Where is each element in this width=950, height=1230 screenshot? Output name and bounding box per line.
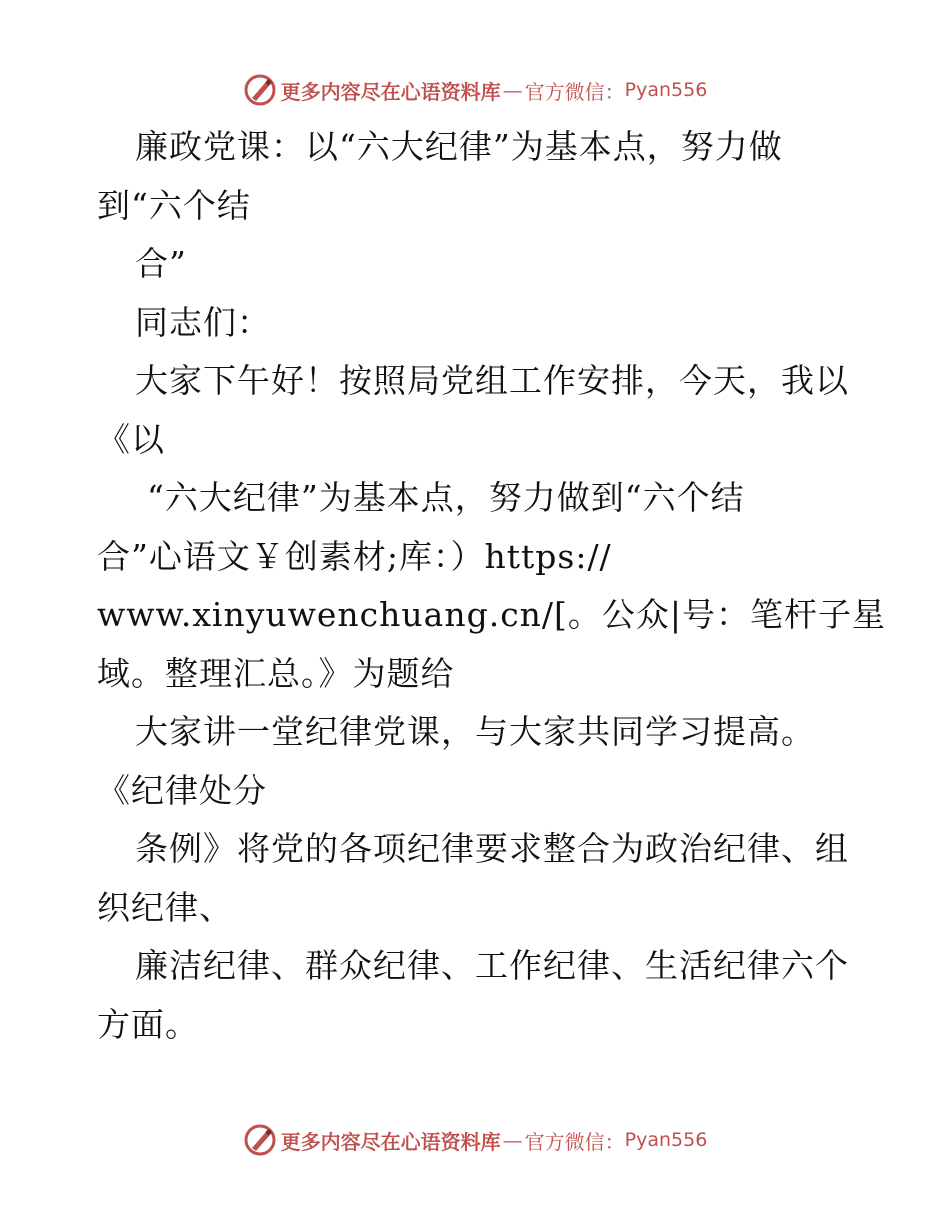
doc-line: “六大纪律”为基本点，努力做到“六个结 [147,478,745,517]
doc-line: 同志们： [135,302,271,342]
header-watermark [0,70,950,110]
doc-line: 合”心语文￥创素材;库：）https:// [97,536,612,576]
document-body [97,118,887,1054]
footer-watermark [0,1120,950,1160]
doc-line: 合” [135,244,187,283]
watermark-label: 官方微信： [524,79,625,104]
doc-line: 织纪律、 [97,887,233,927]
doc-line: 大家下午好！按照局党组工作安排，今天，我以 [135,361,849,400]
doc-line: 廉政党课：以“六大纪律”为基本点，努力做 [135,127,783,166]
doc-line: 域。整理汇总。》为题给 [97,653,455,693]
watermark-wechat-id: Pyan556 [624,79,708,101]
doc-line: 《以 [97,419,165,459]
doc-line: 廉洁纪律、群众纪律、工作纪律、生活纪律六个 [135,946,849,985]
watermark-dash: — [502,78,523,102]
doc-line: 到“六个结 [97,185,251,225]
watermark-label: 官方微信： [524,1129,625,1154]
watermark-wechat-id: Pyan556 [624,1129,708,1151]
doc-line: 大家讲一堂纪律党课，与大家共同学习提高。 [135,712,815,751]
doc-line: 条例》将党的各项纪律要求整合为政治纪律、组 [135,829,849,868]
pen-circle-logo-icon [243,73,277,107]
doc-line: 方面。 [97,1004,199,1044]
doc-line: www.xinyuwenchuang.cn/[。公众|号：笔杆子星 [97,595,887,634]
doc-line: 《纪律处分 [97,770,267,810]
watermark-dash: — [502,1128,523,1152]
pen-circle-logo-icon [243,1123,277,1157]
watermark-main-text: 更多内容尽在心语资料库 [280,1129,501,1154]
watermark-main-text: 更多内容尽在心语资料库 [280,79,501,104]
